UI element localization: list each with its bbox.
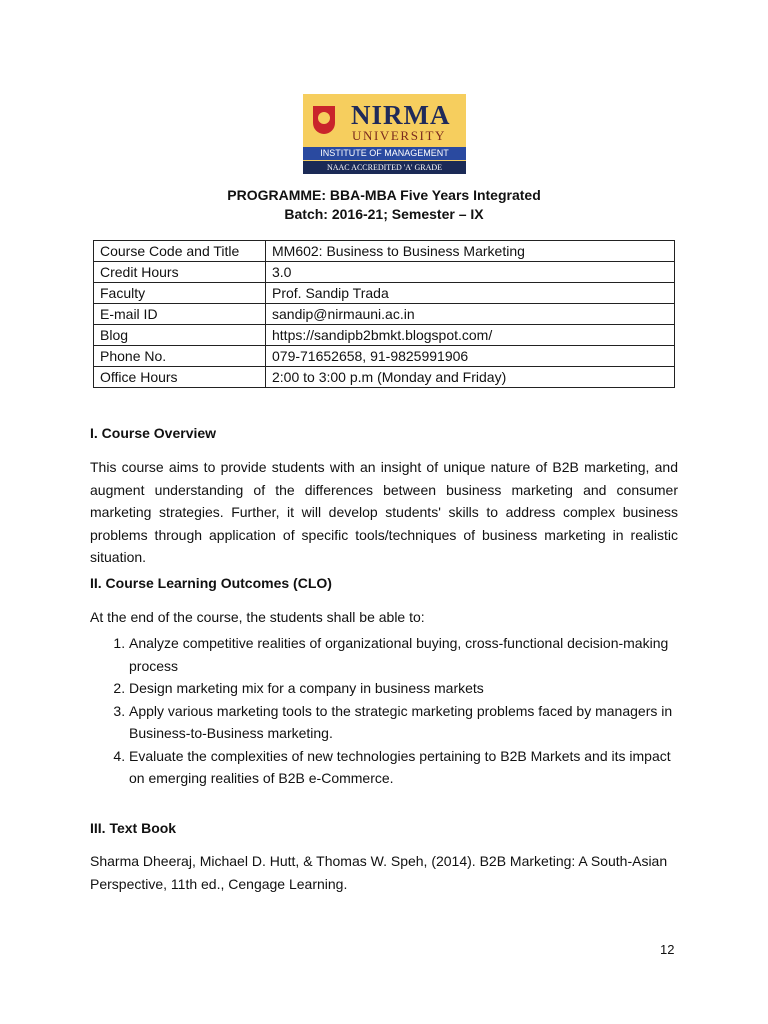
clo-heading: II. Course Learning Outcomes (CLO) — [90, 575, 332, 591]
table-value-cell: https://sandipb2bmkt.blogspot.com/ — [266, 325, 675, 346]
list-item: 4. Evaluate the complexities of new technologies pertaining to B2B Markets and its impact on emerging realities of B2B e-Commerce. — [129, 745, 680, 790]
table-key-cell: Course Code and Title — [94, 241, 266, 262]
clo-intro: At the end of the course, the students shall be able to: — [90, 609, 425, 625]
text-book-reference: Sharma Dheeraj, Michael D. Hutt, & Thomas W. Speh, (2014). B2B Marketing: A South-Asian Perspective, 11th ed., Cengage Learning. — [90, 853, 668, 892]
programme-heading: PROGRAMME: BBA-MBA Five Years Integrated — [227, 187, 541, 203]
logo-brand-sub: UNIVERSITY — [352, 128, 446, 143]
clo-list — [90, 632, 680, 790]
table-value-cell: 3.0 — [266, 262, 675, 283]
table-key-cell: Blog — [94, 325, 266, 346]
table-key-cell: Office Hours — [94, 367, 266, 388]
text-book-heading: III. Text Book — [90, 820, 177, 836]
list-item: 3. Apply various marketing tools to the strategic marketing problems faced by managers in Business-to-Business marketing. — [129, 700, 680, 745]
table-value-cell: sandip@nirmauni.ac.in — [266, 304, 675, 325]
table-value-cell: MM602: Business to Business Marketing — [266, 241, 675, 262]
course-overview-heading: I. Course Overview — [90, 425, 217, 441]
table-row — [94, 262, 675, 283]
table-key-cell: Credit Hours — [94, 262, 266, 283]
table-row — [94, 325, 675, 346]
table-row — [94, 367, 675, 388]
logo-band-institute: INSTITUTE OF MANAGEMENT — [303, 147, 466, 160]
list-item: 2. Design marketing mix for a company in business markets — [129, 677, 680, 700]
table-value-cell: 079-71652658, 91-9825991906 — [266, 346, 675, 367]
table-row — [94, 241, 675, 262]
table-key-cell: Faculty — [94, 283, 266, 304]
logo-brand: NIRMA — [351, 100, 451, 130]
batch-heading: Batch: 2016-21; Semester – IX — [284, 206, 484, 222]
logo-band-accreditation: NAAC ACCREDITED 'A' GRADE — [303, 161, 466, 174]
crest-icon — [313, 106, 335, 134]
table-key-cell: Phone No. — [94, 346, 266, 367]
table-row — [94, 283, 675, 304]
table-row — [94, 304, 675, 325]
table-value-cell: Prof. Sandip Trada — [266, 283, 675, 304]
nirma-university-logo — [303, 94, 466, 174]
page-number: 12 — [660, 942, 675, 957]
table-value-cell: 2:00 to 3:00 p.m (Monday and Friday) — [266, 367, 675, 388]
course-info-table — [93, 240, 675, 388]
table-row — [94, 346, 675, 367]
list-item: 1. Analyze competitive realities of organizational buying, cross-functional decision-making process — [129, 632, 680, 677]
table-key-cell: E-mail ID — [94, 304, 266, 325]
course-overview-text: This course aims to provide students with an insight of unique nature of B2B marketing, and augment understanding of the differences between business marketing and consumer marketing strategies. Further, it will develop students' skills to address complex business problems through application of specific tools/techniques of business marketing in realistic situation. — [90, 459, 678, 565]
